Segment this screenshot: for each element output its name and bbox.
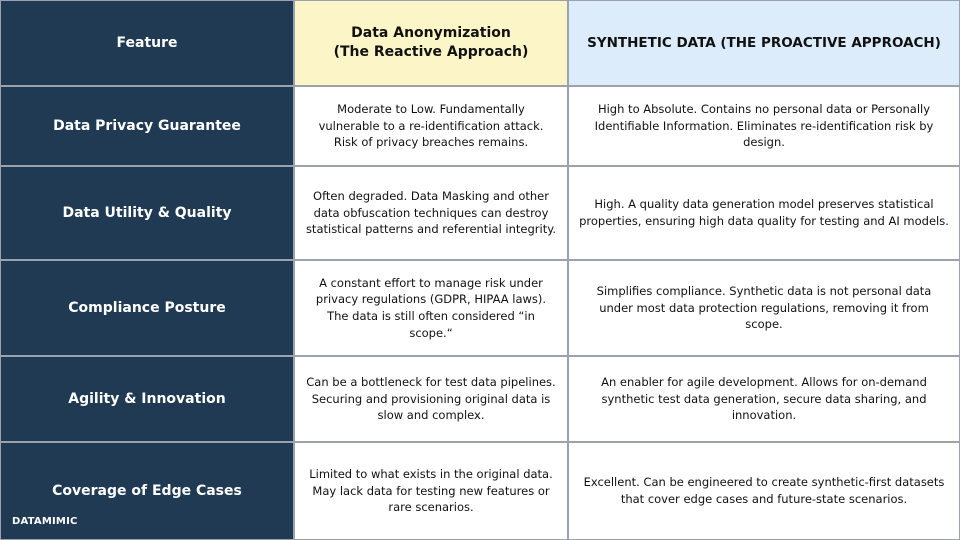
row-synthetic: An enabler for agile development. Allows for on-demand synthetic test data generation, secure data sharing, and innovation. [568, 356, 960, 442]
row-anonymization: Often degraded. Data Masking and other data obfuscation techniques can destroy statistical patterns and referential integrity. [294, 166, 568, 260]
row-synthetic: Simplifies compliance. Synthetic data is not personal data under most data protection regulations, removing it from scope. [568, 260, 960, 356]
row-anonymization: Can be a bottleneck for test data pipelines. Securing and provisioning original data is slow and complex. [294, 356, 568, 442]
header-anonymization: Data Anonymization (The Reactive Approach) [294, 0, 568, 86]
header-synthetic: SYNTHETIC DATA (THE PROACTIVE APPROACH) [568, 0, 960, 86]
row-synthetic: High. A quality data generation model preserves statistical properties, ensuring high data quality for testing and AI models. [568, 166, 960, 260]
row-anonymization: A constant effort to manage risk under privacy regulations (GDPR, HIPAA laws). The data is still often considered “in scope.“ [294, 260, 568, 356]
row-feature: Coverage of Edge Cases [0, 442, 294, 540]
brand-logo: DATAMIMIC [12, 516, 78, 527]
row-feature: Data Privacy Guarantee [0, 86, 294, 166]
row-feature: Agility & Innovation [0, 356, 294, 442]
row-synthetic: Excellent. Can be engineered to create synthetic-first datasets that cover edge cases and future-state scenarios. [568, 442, 960, 540]
header-feature: Feature [0, 0, 294, 86]
row-anonymization: Limited to what exists in the original data. May lack data for testing new features or rare scenarios. [294, 442, 568, 540]
row-feature: Data Utility & Quality [0, 166, 294, 260]
row-anonymization: Moderate to Low. Fundamentally vulnerable to a re-identification attack. Risk of privacy breaches remains. [294, 86, 568, 166]
row-synthetic: High to Absolute. Contains no personal data or Personally Identifiable Information. Eliminates re-identification risk by design. [568, 86, 960, 166]
row-feature: Compliance Posture [0, 260, 294, 356]
